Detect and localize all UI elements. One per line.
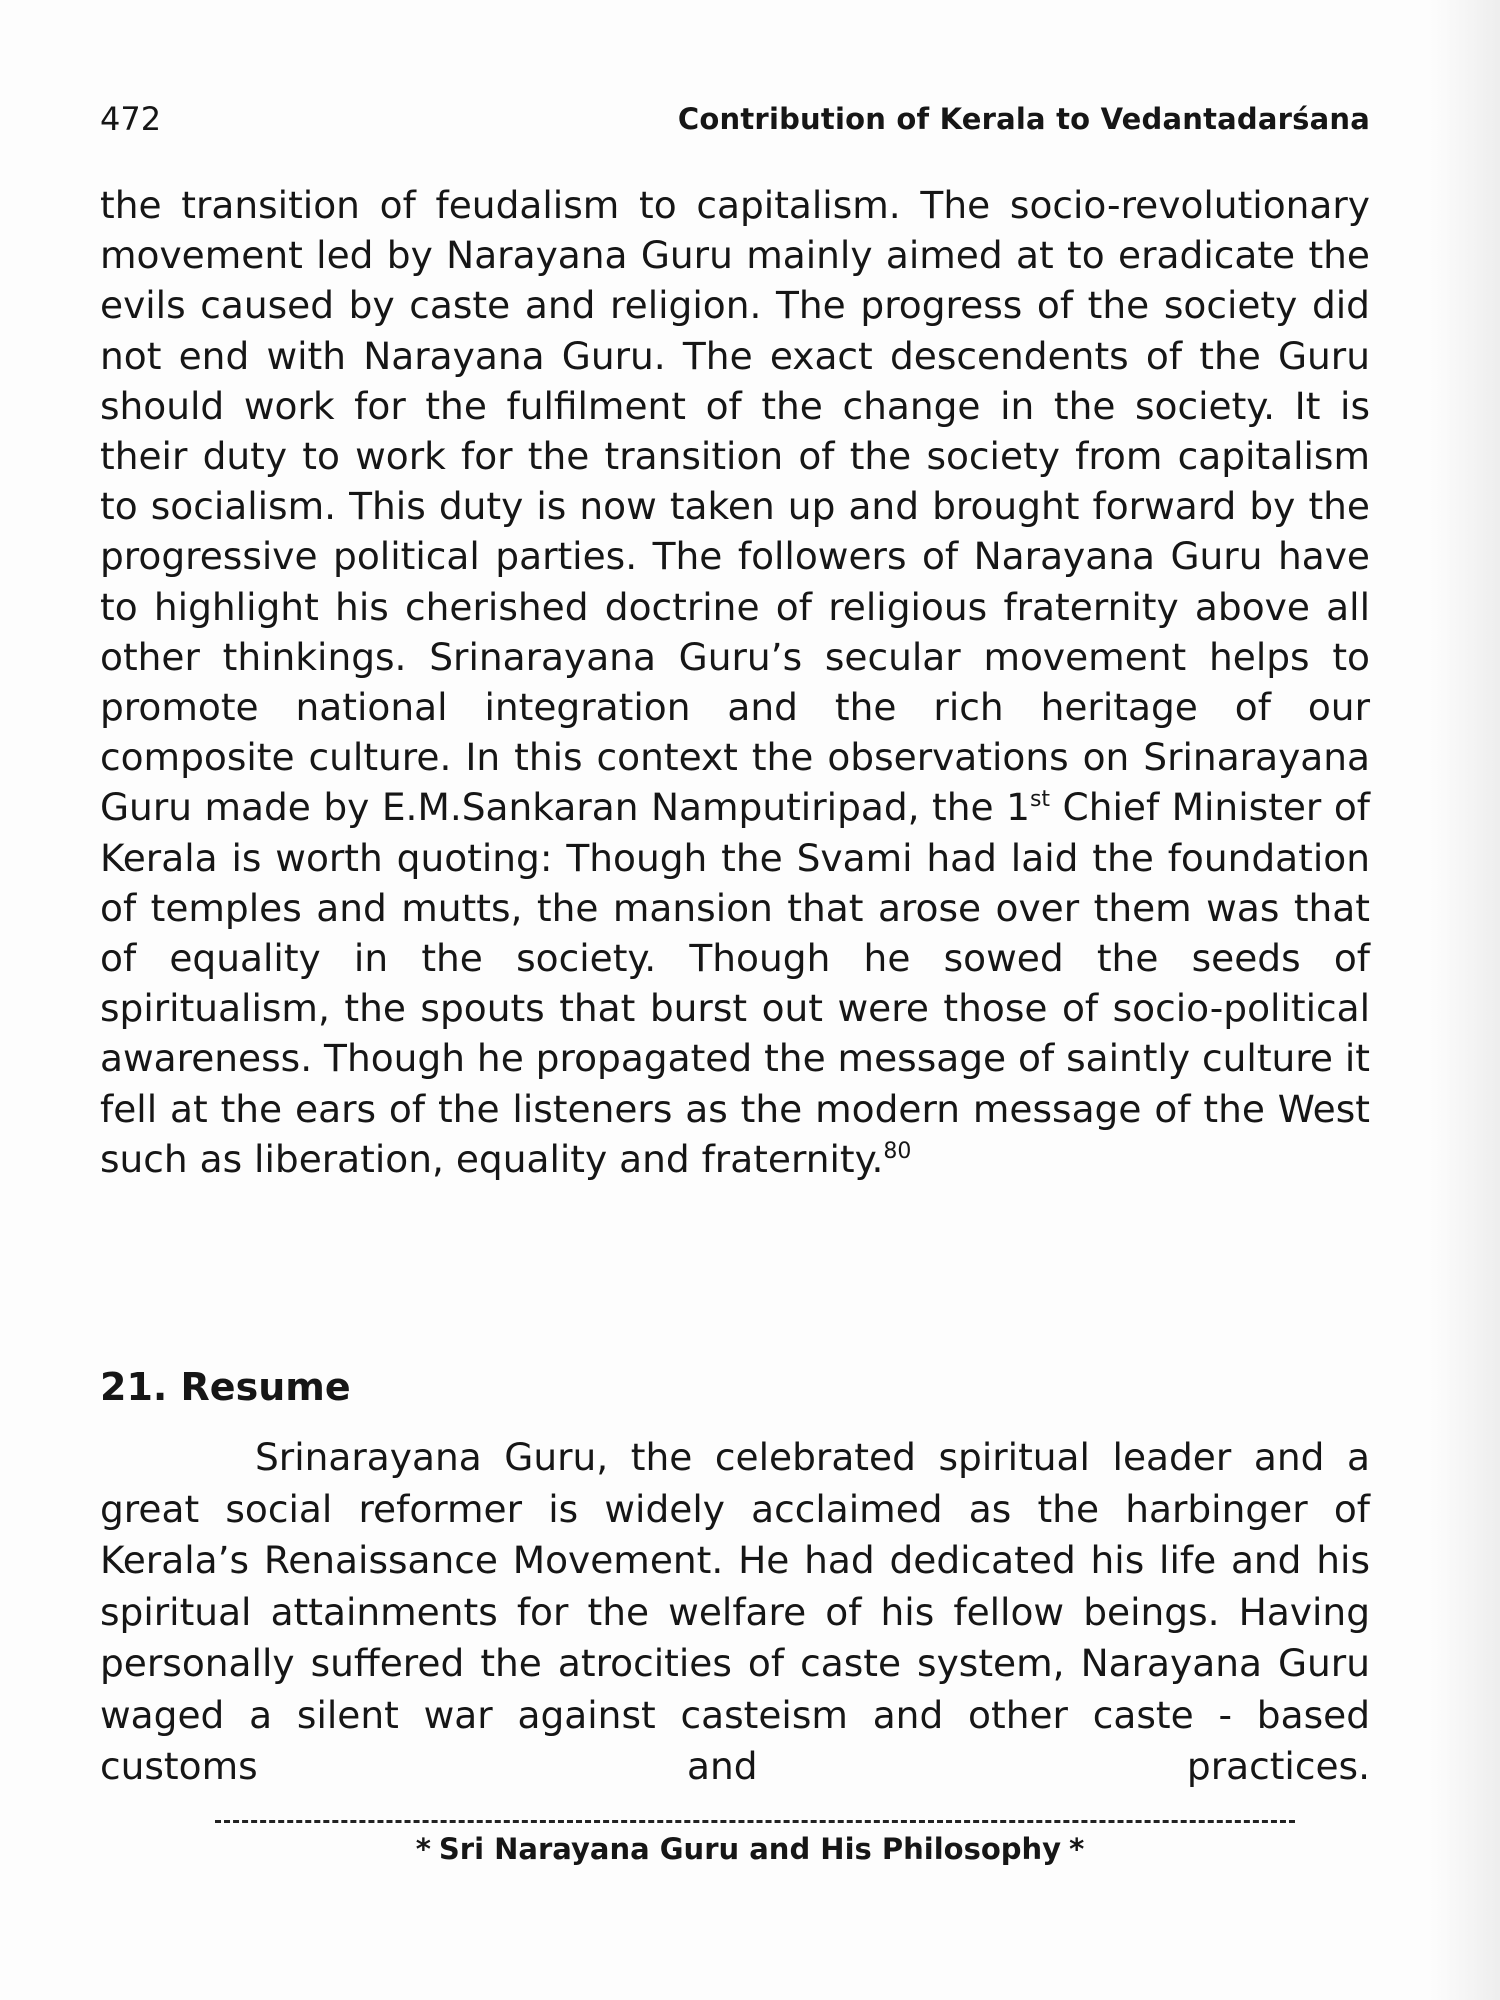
footer-star-right: * xyxy=(1069,1832,1085,1866)
page-edge-shadow xyxy=(1430,0,1500,2000)
section-paragraph: Srinarayana Guru, the celebrated spiritual leader and a great social reformer is widely acclaimed as the harbinger of Kerala’s Renaissance Movement. He had dedicated his life and his spiritual attainments for the welfare of his fellow beings. Having personally suffered the atrocities of caste system, Narayana Guru waged a silent war against casteism and other caste - based customs and practices. xyxy=(100,1435,1370,1788)
running-head xyxy=(100,100,1370,144)
page-footer xyxy=(0,1832,1500,1866)
footnote-reference: 80 xyxy=(883,1138,912,1164)
footer-series-title: Sri Narayana Guru and His Philosophy xyxy=(438,1832,1062,1866)
body-paragraph xyxy=(100,180,1370,1184)
page-number: 472 xyxy=(100,100,162,138)
paragraph-text-part1: the transition of feudalism to capitalism. The socio-revolutionary movement led by Narayana Guru mainly aimed at to eradicate the evils caused by caste and religion. The progress of the society did not end with Narayana Guru. The exact descendents of the Guru should work for the fulfilment of the change in the society. It is their duty to work for the transition of the society from capitalism to socialism. This duty is now taken up and brought forward by the progressive political parties. The followers of Narayana Guru have to highlight his cherished doctrine of religious fraternity above all other thinkings. Srinarayana Guru’s secular movement helps to promote national integration and the rich heritage of our composite culture. In this context the observations on Srinarayana Guru made by E.M.Sankaran Namputiripad, the 1 xyxy=(100,183,1370,830)
footer-star-left: * xyxy=(415,1832,431,1866)
section-heading: 21. Resume xyxy=(100,1365,351,1409)
book-title: Contribution of Kerala to Vedantadarśana xyxy=(677,102,1370,136)
footer-divider xyxy=(215,1820,1295,1823)
paragraph-text-part2: Chief Minister of Kerala is worth quoting: Though the Svami had laid the foundation of temples and mutts, the mansion that arose over them was that of equality in the society. Though he sowed the seeds of spiritualism, the spouts that burst out were those of socio-political awareness. Though he propagated the message of saintly culture it fell at the ears of the listeners as the modern message of the West such as liberation, equality and fraternity. xyxy=(100,785,1370,1181)
ordinal-superscript: st xyxy=(1029,787,1051,813)
